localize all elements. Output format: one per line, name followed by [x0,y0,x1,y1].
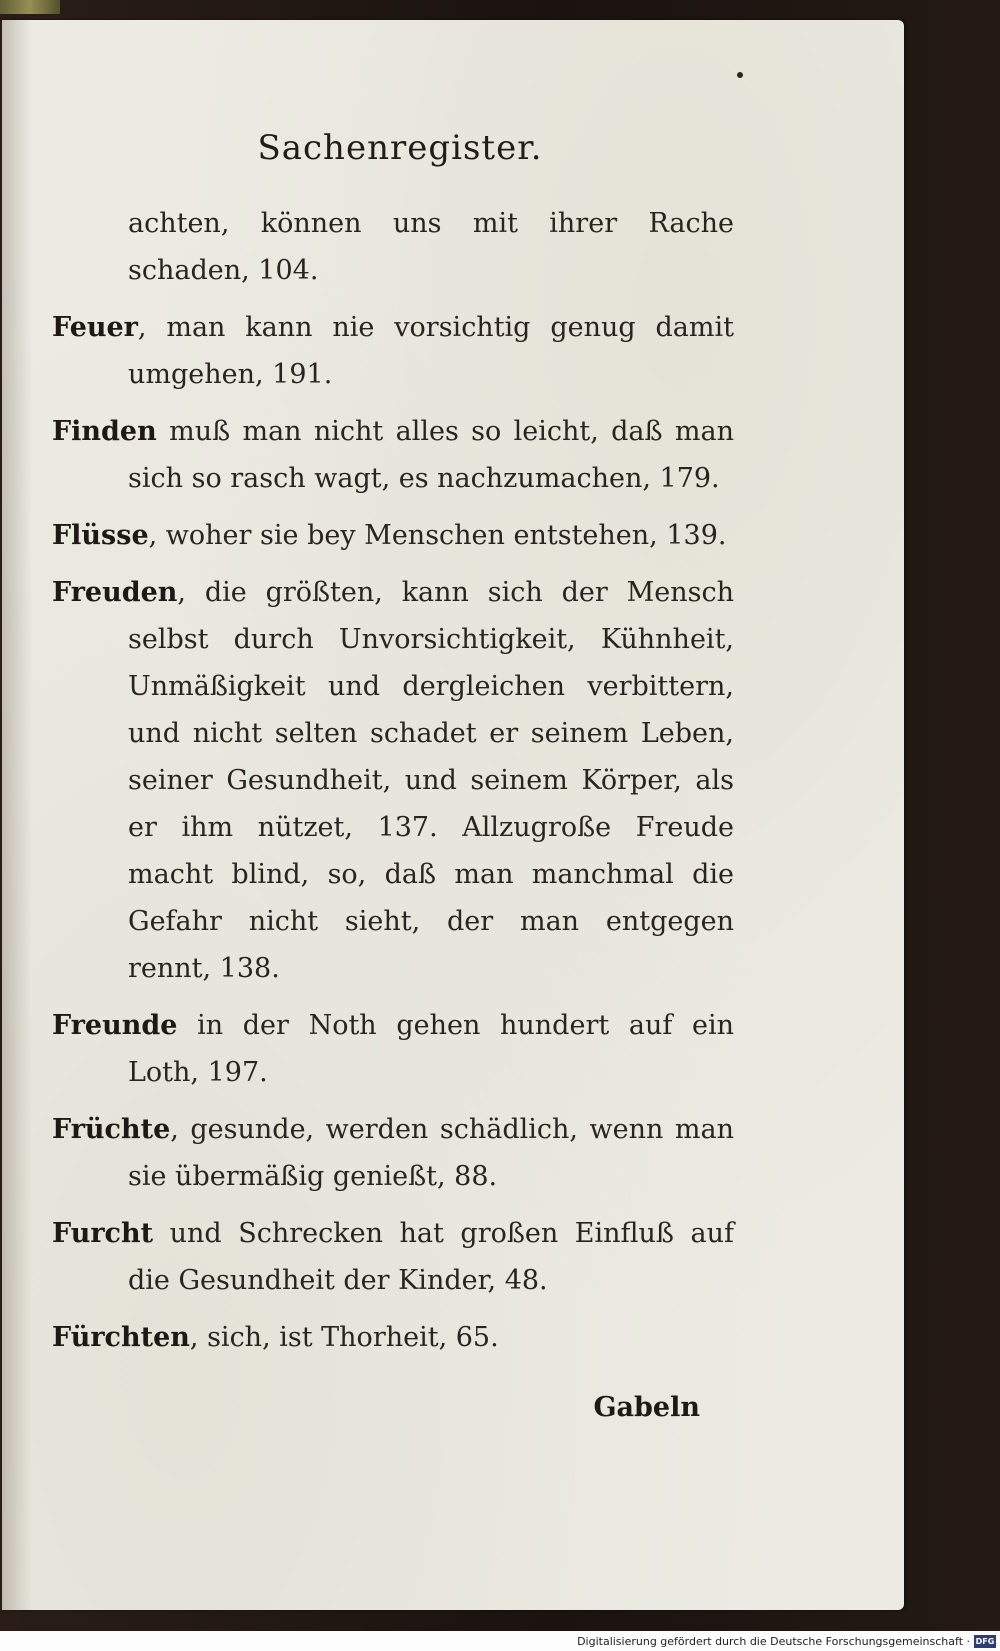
index-entry [52,200,734,294]
digitization-footer [0,1631,1000,1651]
index-entry [52,408,734,502]
entry-headword: Feuer [52,312,138,343]
entry-text: und Schrecken hat großen Einfluß auf die Gesundheit der Kinder, 48. [128,1218,734,1296]
page-title: Sachenregister. [257,128,543,168]
entry-headword: Freuden [52,577,178,608]
index-entries [52,200,734,1371]
bookmark-ribbon [0,0,60,14]
entry-text: , woher sie bey Menschen entstehen, 139. [148,520,727,551]
dfg-logo: DFG [975,1637,995,1646]
entry-text: , man kann nie vorsichtig genug damit umgehen, 191. [128,312,734,390]
index-entry [52,1002,734,1096]
spine-shadow [2,20,32,1610]
entry-text: muß man nicht alles so leicht, daß man sich so rasch wagt, es nachzumachen, 179. [128,416,734,494]
index-entry [52,512,734,559]
entry-text: in der Noth gehen hundert auf ein Loth, 197. [128,1010,734,1088]
entry-headword: Finden [52,416,157,447]
entry-headword: Früchte [52,1114,171,1145]
entry-headword: Flüsse [52,520,149,551]
page-mark [737,72,743,78]
entry-text: , sich, ist Thorheit, 65. [189,1322,499,1353]
entry-headword: Freunde [52,1010,178,1041]
entry-headword: Furcht [52,1218,154,1249]
entry-text: , die größten, kann sich der Mensch selbst durch Unvorsichtigkeit, Kühnheit, Unmäßigkeit und dergleichen verbittern, und nicht selten schadet er seinem Leben, seiner Gesundheit, und seinem Körper, als er ihm nützet, 137. Allzugroße Freude macht blind, so, daß man manchmal die Gefahr nicht sieht, der man entgegen rennt, 138. [128,577,734,984]
catchword: Gabeln [593,1392,700,1423]
funding-notice: Digitalisierung gefördert durch die Deutsche Forschungsgemeinschaft · [577,1635,970,1648]
index-entry [52,1106,734,1200]
index-entry [52,1314,734,1361]
entry-text: achten, können uns mit ihrer Rache schaden, 104. [128,208,734,286]
index-entry [52,304,734,398]
entry-headword: Fürchten [52,1322,190,1353]
index-entry [52,1210,734,1304]
entry-text: , gesunde, werden schädlich, wenn man sie übermäßig genießt, 88. [128,1114,734,1192]
index-entry [52,569,734,992]
